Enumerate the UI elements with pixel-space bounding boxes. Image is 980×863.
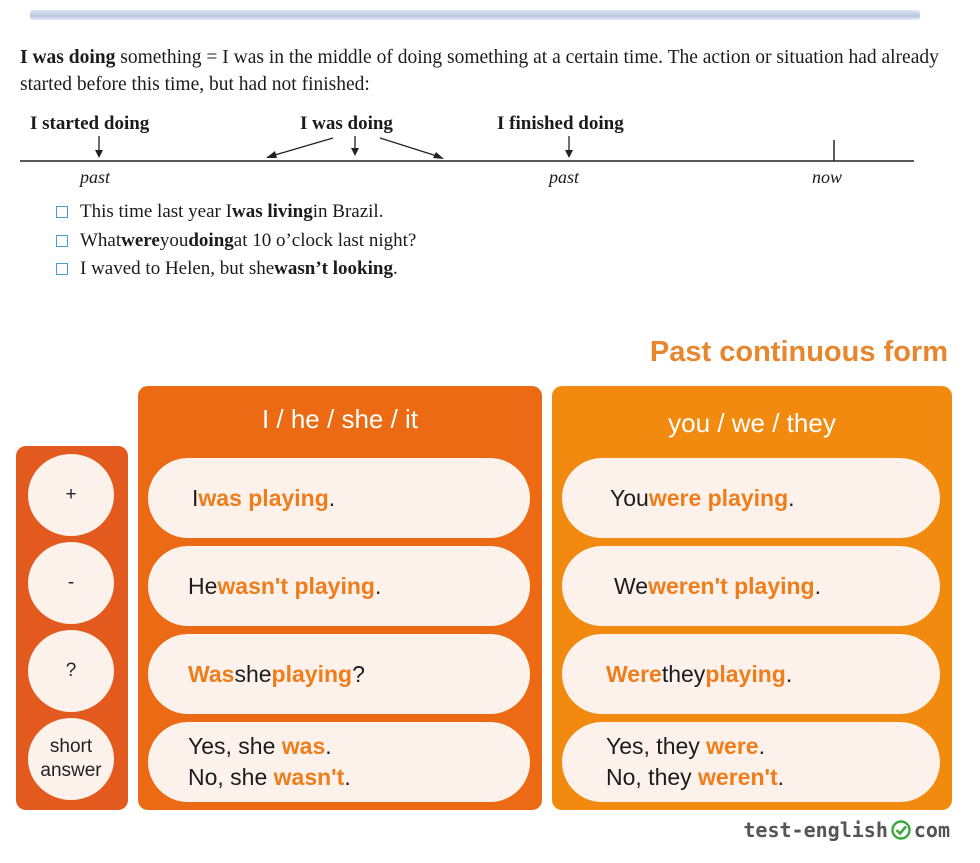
top-border-strip	[30, 10, 920, 20]
column-header: I / he / she / it	[261, 404, 419, 434]
examples-list	[56, 198, 416, 284]
cell-negative: We weren't playing .	[562, 546, 940, 626]
timeline-diagram	[0, 108, 980, 198]
row-label-short-answer: short answer	[28, 718, 114, 800]
example-item: What were you doing at 10 o’clock last night?	[56, 227, 416, 256]
timeline-label-was-doing: I was doing	[300, 113, 393, 134]
check-circle-icon	[890, 819, 912, 841]
timeline-label-finished: I finished doing	[497, 113, 624, 134]
checkbox-icon	[56, 263, 68, 275]
row-label-positive: +	[28, 454, 114, 536]
definition-bold: I was doing	[20, 47, 116, 68]
timeline-label-started: I started doing	[30, 113, 150, 134]
row-label-negative: -	[28, 542, 114, 624]
row-label-question: ?	[28, 630, 114, 712]
column-header: you / we / they	[668, 408, 836, 438]
timeline-past-2: past	[549, 167, 580, 187]
cell-question: Was she playing ?	[148, 634, 530, 714]
checkbox-icon	[56, 235, 68, 247]
timeline-now: now	[812, 167, 843, 187]
cell-negative: He wasn't playing .	[148, 546, 530, 626]
cell-positive: I was playing .	[148, 458, 530, 538]
timeline-past-1: past	[80, 167, 111, 187]
definition-text: something = I was in the middle of doing something at a certain time. The action or situation had already started before this time, but had not finished:	[20, 47, 939, 95]
row-label-column	[16, 446, 128, 810]
checkbox-icon	[56, 206, 68, 218]
example-item: This time last year I was living in Brazil.	[56, 198, 416, 227]
column-i-he-she-it	[138, 386, 542, 810]
cell-positive: You were playing .	[562, 458, 940, 538]
cell-short-answer: Yes, they were. No, they weren't.	[562, 722, 940, 802]
definition-paragraph	[20, 44, 940, 98]
table-title: Past continuous form	[649, 336, 948, 368]
cell-short-answer: Yes, she was. No, she wasn't.	[148, 722, 530, 802]
example-item: I waved to Helen, but she wasn’t looking .	[56, 255, 416, 284]
column-you-we-they	[552, 386, 952, 810]
site-watermark: test-english com	[743, 818, 950, 842]
cell-question: Were they playing .	[562, 634, 940, 714]
